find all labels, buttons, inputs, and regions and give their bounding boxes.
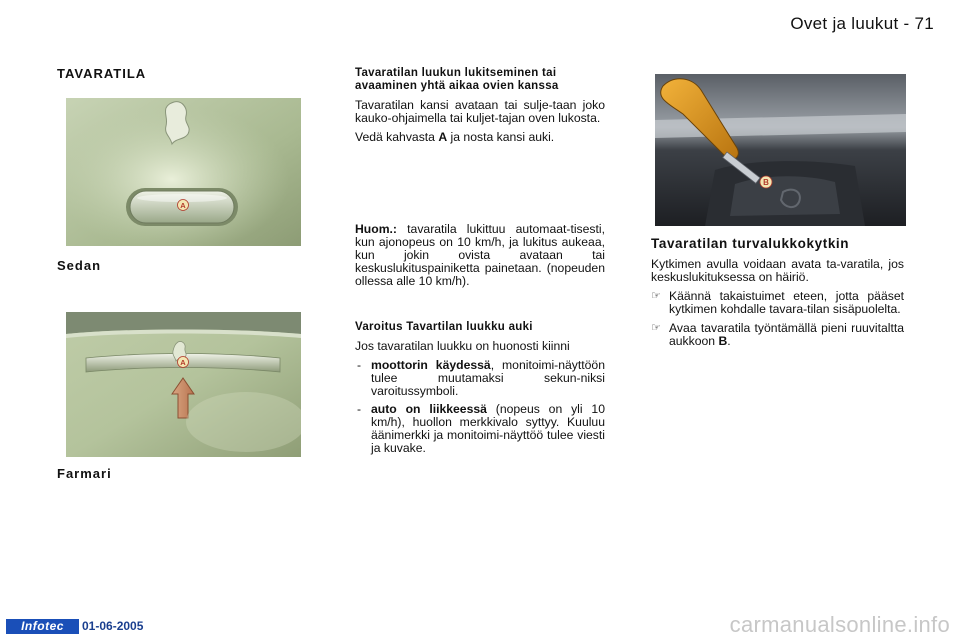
watermark: carmanualsonline.info bbox=[729, 612, 950, 637]
page-header: Ovet ja luukut - 71 bbox=[790, 14, 934, 33]
pointing-hand-icon: ☞ bbox=[651, 290, 661, 302]
dash-marker: - bbox=[357, 358, 362, 372]
lock-heading: Tavaratilan luukun lukitseminen tai avaaminen yhtä aikaa ovien kanssa bbox=[355, 67, 559, 92]
note-text: tavaratila lukittuu automaat-tisesti, kun ajonopeus on 10 km/h, ja lukitus aukeaa, kun jokin ovista avataan tai keskuslukituspainiketta painetaan. (nopeuden ollessa alle 10 km/h). bbox=[355, 222, 605, 288]
sedan-trunk-photo bbox=[66, 98, 301, 246]
safety-switch-para: Kytkimen avulla voidaan avata ta-varatila, jos keskuslukituksessa on häiriö. bbox=[651, 257, 904, 284]
warning-item-bold: auto on liikkeessä bbox=[371, 402, 487, 416]
warning-item-bold: moottorin käydessä bbox=[371, 358, 491, 372]
warning-item bbox=[355, 403, 605, 455]
warning-item bbox=[355, 359, 605, 398]
caption-farmari: Farmari bbox=[57, 466, 112, 481]
right-column bbox=[651, 237, 904, 354]
instruction-item bbox=[651, 290, 904, 316]
pointing-hand-icon: ☞ bbox=[651, 322, 661, 334]
warning-title: Varoitus Tavartilan luukku auki bbox=[355, 321, 533, 333]
dash-marker: - bbox=[357, 402, 362, 416]
warning-item-text: , monitoimi-näyttöön tulee muutamaksi sekun-niksi varoitussymboli. bbox=[371, 358, 605, 398]
instruction-post: . bbox=[727, 334, 731, 348]
infotec-logo: Infotec bbox=[6, 619, 79, 634]
para-remote: Tavaratilan kansi avataan tai sulje-taan joko kauko-ohjaimella tai kuljet-tajan oven lukosta. bbox=[355, 98, 605, 125]
para-handle bbox=[355, 131, 605, 144]
instruction-text: Avaa tavaratila työntämällä pieni ruuvitaltta aukkoon bbox=[669, 321, 904, 348]
note-label: Huom.: bbox=[355, 222, 397, 236]
para-handle-post: ja nosta kansi auki. bbox=[447, 130, 555, 144]
middle-column bbox=[355, 67, 605, 150]
instruction-text: Käännä takaistuimet eteen, jotta pääset kytkimen kohdalle tavara-tilan sisäpuolelta. bbox=[669, 289, 904, 316]
instruction-bold: B bbox=[718, 334, 728, 348]
caption-sedan: Sedan bbox=[57, 258, 102, 273]
section-title: TAVARATILA bbox=[57, 66, 147, 81]
note-block bbox=[355, 223, 605, 294]
instruction-item bbox=[651, 322, 904, 348]
note-paragraph bbox=[355, 223, 605, 288]
para-handle-pre: Vedä kahvasta bbox=[355, 130, 439, 144]
safety-switch-heading: Tavaratilan turvalukkokytkin bbox=[651, 236, 850, 251]
warning-intro: Jos tavaratilan luukku on huonosti kiinni bbox=[355, 339, 570, 353]
label-a-marker: A bbox=[180, 201, 186, 210]
label-b-marker: B bbox=[763, 178, 769, 187]
warning-item-text: (nopeus on yli 10 km/h), huollon merkkivalo syttyy. Kuuluu äänimerkki ja monitoimi-näyttöö tulee viesti ja kuvake. bbox=[371, 402, 605, 455]
warning-block bbox=[355, 321, 605, 460]
para-handle-bold: A bbox=[438, 130, 448, 144]
label-a-marker-2: A bbox=[180, 358, 186, 367]
screwdriver-lock-photo bbox=[655, 74, 906, 226]
wagon-trunk-photo bbox=[66, 312, 301, 457]
footer-date: 01-06-2005 bbox=[82, 619, 144, 633]
